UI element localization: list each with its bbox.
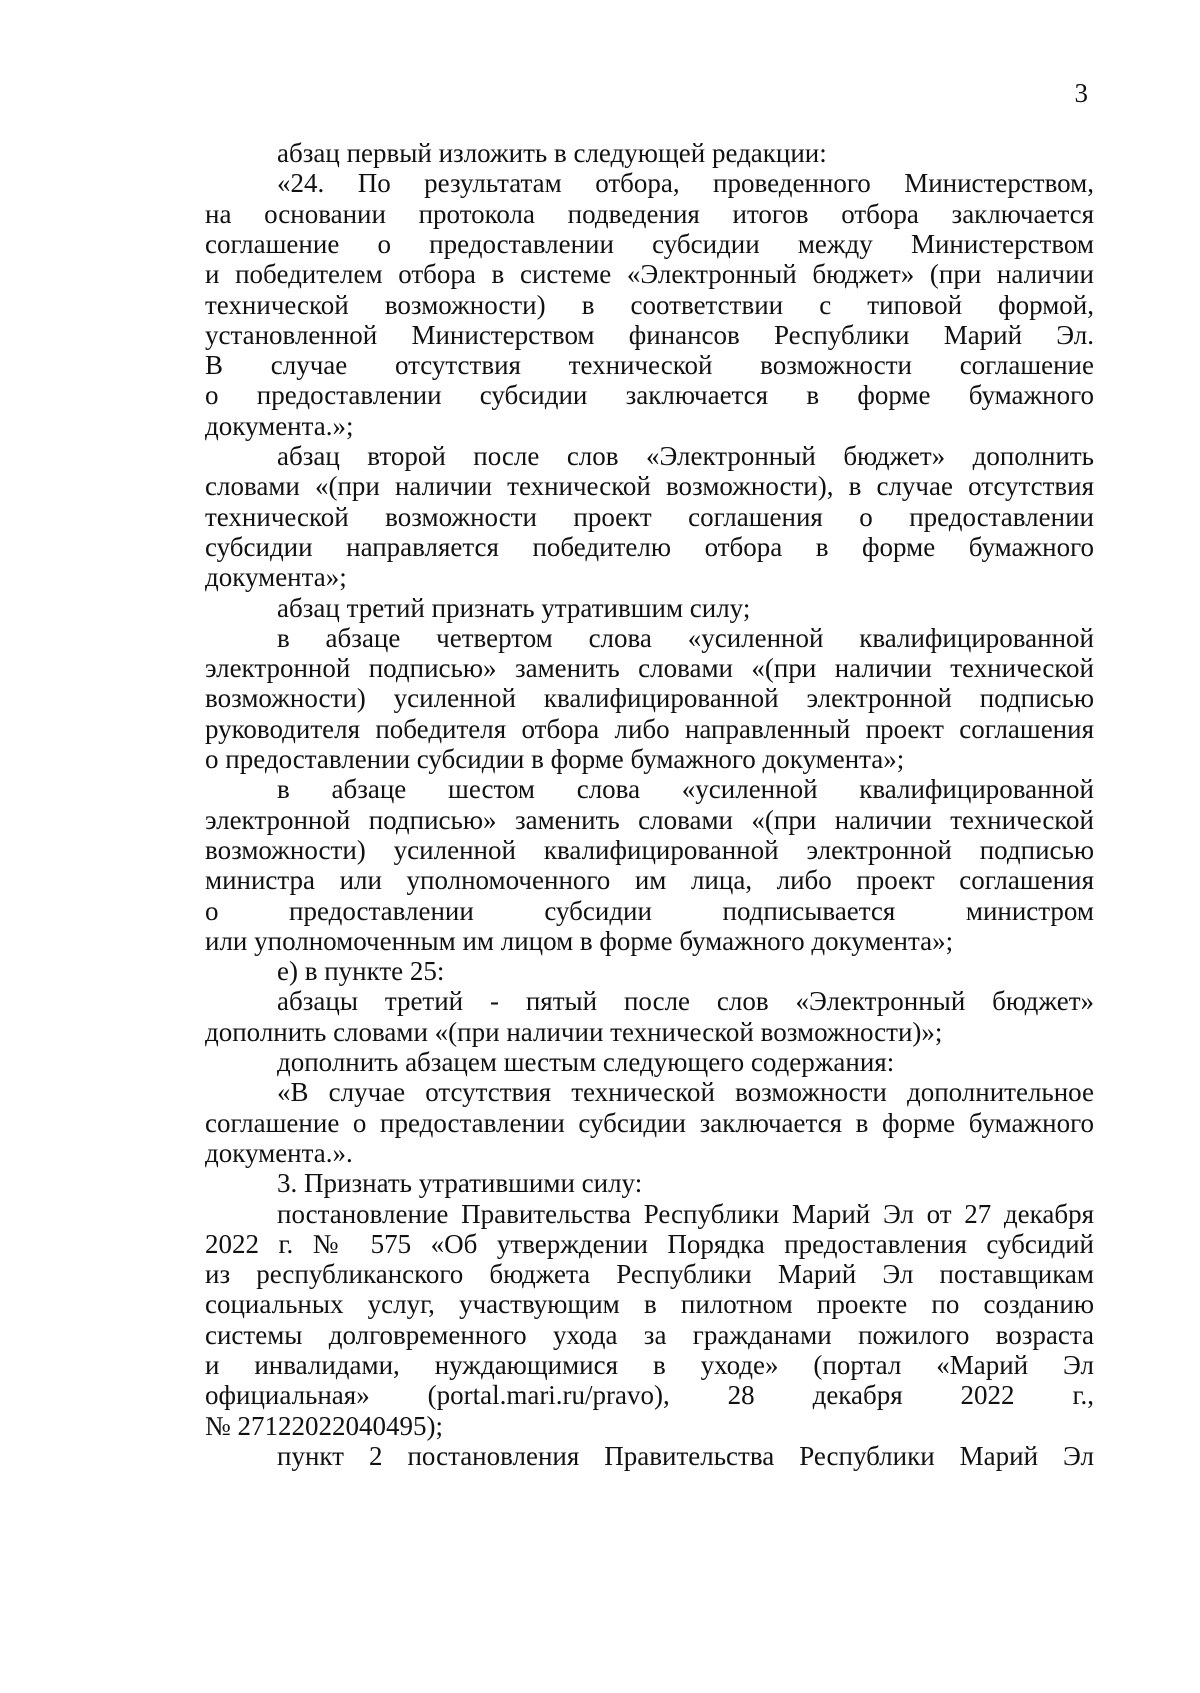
text-line: абзацы третий - пятый после слов «Электронный бюджет» [277,986,1094,1016]
text-line: «24. По результатам отбора, проведенного Министерством, [277,168,1094,198]
text-line: электронной подписью» заменить словами «(при наличии технической [205,653,1094,683]
text-line: системы долговременного ухода за гражданами пожилого возраста [205,1320,1094,1350]
text-line: социальных услуг, участвующим в пилотном проекте по созданию [205,1289,1094,1319]
text-line: и победителем отбора в системе «Электронный бюджет» (при наличии [205,259,1094,289]
text-line: В случае отсутствия технической возможности соглашение [205,350,1094,380]
text-line: абзац второй после слов «Электронный бюджет» дополнить [277,441,1094,471]
text-line: о предоставлении субсидии заключается в форме бумажного [205,380,1094,410]
text-line: возможности) усиленной квалифицированной электронной подписью [205,835,1094,865]
text-line: технической возможности проект соглашения о предоставлении [205,502,1094,532]
text-line: № 27122022040495); [205,1411,444,1441]
text-line: субсидии направляется победителю отбора в форме бумажного [205,532,1094,562]
text-line: словами «(при наличии технической возможности), в случае отсутствия [205,471,1094,501]
text-line: соглашение о предоставлении субсидии заключается в форме бумажного [205,1108,1094,1138]
text-line: руководителя победителя отбора либо направленный проект соглашения [205,714,1094,744]
text-line: из республиканского бюджета Республики Марий Эл поставщикам [205,1259,1094,1289]
text-line: соглашение о предоставлении субсидии между Министерством [205,229,1094,259]
text-line: технической возможности) в соответствии с типовой формой, [205,290,1094,320]
text-line: в абзаце четвертом слова «усиленной квалифицированной [277,623,1094,653]
text-line: министра или уполномоченного им лица, либо проект соглашения [205,865,1094,895]
text-line: е) в пункте 25: [277,956,445,986]
text-line: установленной Министерством финансов Республики Марий Эл. [205,320,1094,350]
text-line: документа.». [205,1138,353,1168]
page-number: 3 [1074,78,1088,108]
text-line: 2022 г. № 575 «Об утверждении Порядка предоставления субсидий [205,1229,1094,1259]
text-line: документа»; [205,562,347,592]
text-line: дополнить абзацем шестым следующего содержания: [277,1047,895,1077]
text-line: 3. Признать утратившими силу: [277,1168,643,1198]
text-line: о предоставлении субсидии в форме бумажного документа»; [205,744,905,774]
text-line: пункт 2 постановления Правительства Республики Марий Эл [277,1441,1094,1471]
text-line: на основании протокола подведения итогов отбора заключается [205,199,1094,229]
text-line: дополнить словами «(при наличии технической возможности)»; [205,1017,943,1047]
text-line: в абзаце шестом слова «усиленной квалифицированной [277,774,1094,804]
text-line: возможности) усиленной квалифицированной электронной подписью [205,683,1094,713]
text-line: абзац третий признать утратившим силу; [277,593,751,623]
text-line: электронной подписью» заменить словами «(при наличии технической [205,805,1094,835]
text-line: или уполномоченным им лицом в форме бумажного документа»; [205,926,954,956]
text-line: о предоставлении субсидии подписывается министром [205,896,1094,926]
text-line: постановление Правительства Республики Марий Эл от 27 декабря [277,1199,1094,1229]
text-line: и инвалидами, нуждающимися в уходе» (портал «Марий Эл [205,1350,1094,1380]
text-line: официальная» (portal.mari.ru/pravo), 28 декабря 2022 г., [205,1380,1094,1410]
text-line: «В случае отсутствия технической возможности дополнительное [277,1077,1094,1107]
text-line: документа.»; [205,411,354,441]
text-line: абзац первый изложить в следующей редакции: [277,138,827,168]
